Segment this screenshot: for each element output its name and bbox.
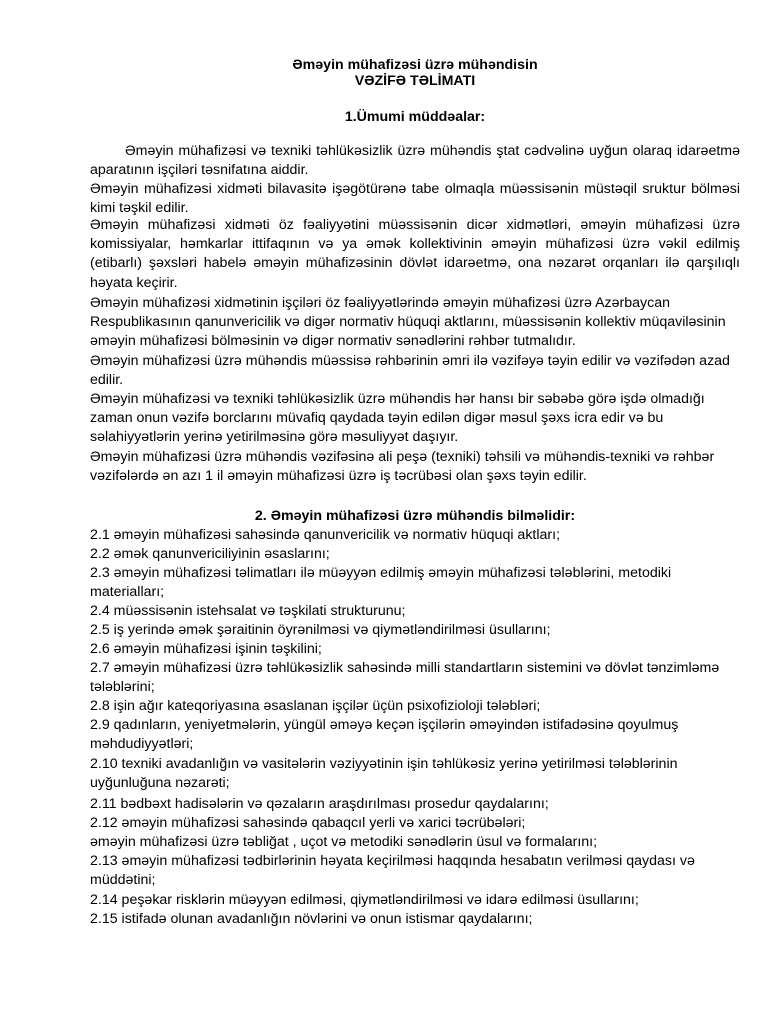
doc-title: Əməyin mühafizəsi üzrə mühəndisin [292,57,538,73]
section1-paragraph-5: Əməyin mühafizəsi üzrə mühəndis müəssisə rəhbərinin əmri ilə vəzifəyə təyin edilir və vəzifədən azad edilir. [90,353,730,389]
list-item: 2.13 əməyin mühafizəsi tədbirlərinin həyata keçirilməsi haqqında hesabatın verilməsi qaydası və müddətini; [90,853,695,889]
list-item: 2.11 bədbəxt hadisələrin və qəzaların araşdırılması prosedur qaydalarını; [90,796,549,812]
list-item: 2.8 işin ağır kateqoriyasına əsaslanan işçilər üçün psixofizioloji tələbləri; [90,698,541,714]
section2-heading: 2. Əməyin mühafizəsi üzrə mühəndis bilməlidir: [254,508,576,524]
list-item: 2.6 əməyin mühafizəsi işinin təşkilini; [90,641,322,657]
section1-paragraph-6: Əməyin mühafizəsi və texniki təhlükəsizlik üzrə mühəndis hər hansı bir səbəbə görə işdə olmadığı zaman onun vəzifə borclarını müvafiq qaydada təyin edilən digər məsul şəxs icra edir və bu səlahiyyətlərin yerinə yetirilməsinə görə məsuliyyət daşıyır. [90,391,705,446]
list-item: 2.14 peşəkar risklərin müəyyən edilməsi, qiymətləndirilməsi və idarə edilməsi üsullarını; [90,892,639,908]
section1-paragraph-3: Əməyin mühafizəsi xidməti öz fəaliyyətini müəssisənin dicər xidmətləri, əməyin mühafizəsi üzrə komissiyalar, həmkarlar ittifaqının və ya əmək kollektivinin əməyin mühafizəsi üzrə vəkil edilmiş (etibarlı) şəxsləri habelə əməyin mühafizəsinin dövlət idarəetmə, ona nəzarət orqanları ilə qarşılıqlı həyata keçirir. [90,217,740,291]
list-item: 2.12 əməyin mühafizəsi sahəsində qabaqcıl yerli və xarici təcrübələri; [90,815,526,831]
list-item: 2.7 əməyin mühafizəsi üzrə təhlükəsizlik sahəsində milli standartların sistemini və dövlət tənzimləmə tələblərini; [90,660,720,696]
list-item: 2.15 istifadə olunan avadanlığın növlərini və onun istismar qaydalarını; [90,911,533,927]
section1-paragraph-7: Əməyin mühafizəsi üzrə mühəndis vəzifəsinə ali peşə (texniki) təhsili və mühəndis-texniki və rəhbər vəzifələrdə ən azı 1 il əməyin mühafizəsi üzrə iş təcrübəsi olan şəxs təyin edilir. [90,449,715,485]
doc-subtitle: VƏZİFƏ TƏLİMATI [354,73,476,89]
list-item: 2.3 əməyin mühafizəsi təlimatları ilə müəyyən edilmiş əməyin mühafizəsi tələblərini, metodiki materialları; [90,565,672,601]
list-item: 2.2 əmək qanunvericiliyinin əsaslarını; [90,546,330,562]
list-item: 2.1 əməyin mühafizəsi sahəsində qanunvericilik və normativ hüquqi aktları; [90,527,561,543]
list-item: 2.9 qadınların, yeniyetmələrin, yüngül əməyə keçən işçilərin əməyindən istifadəsinə qoyulmuş məhdudiyyətləri; [90,717,679,753]
list-item: 2.4 müəssisənin istehsalat və təşkilati strukturunu; [90,603,406,619]
section1-paragraph-1: Əməyin mühafizəsi və texniki təhlükəsizlik üzrə mühəndis ştat cədvəlinə uyğun olaraq idarəetmə aparatının işçiləri təsnifatına aiddir. [90,143,740,179]
section1-paragraph-4: Əməyin mühafizəsi xidmətinin işçiləri öz fəaliyyətlərində əməyin mühafizəsi üzrə Azərbaycan Respublikasının qanunvericilik və digər normativ hüquqi aktlarını, müəssisənin kollektiv müqaviləsinin əməyin mühafizəsi bölməsinin və digər normativ sənədlərini rəhbər tutmalıdır. [90,295,726,350]
section1-paragraph-2: Əməyin mühafizəsi xidməti bilavasitə işəgötürənə tabe olmaqla müəssisənin müstəqil sruktur bölməsi kimi təşkil edilir. [90,181,740,217]
section1-heading: 1.Ümumi müddəalar: [344,109,486,125]
list-item: 2.10 texniki avadanlığın və vasitələrin vəziyyətinin işin təhlükəsiz yerinə yetirilməsi tələblərinin uyğunluğuna nəzarəti; [90,756,678,792]
list-item: 2.5 iş yerində əmək şəraitinin öyrənilməsi və qiymətləndirilməsi üsullarını; [90,622,551,638]
list-item: əməyin mühafizəsi üzrə təbliğat , uçot və metodiki sənədlərin üsul və formalarını; [90,834,598,850]
